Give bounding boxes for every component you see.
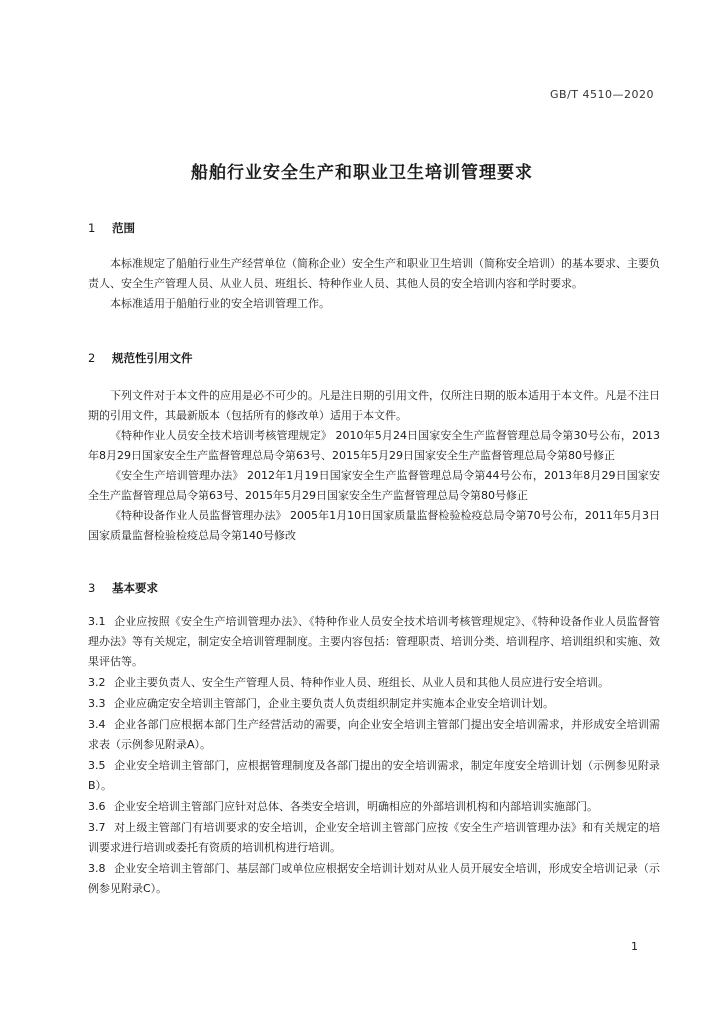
clause-text: 企业安全培训主管部门应针对总体、各类安全培训，明确相应的外部培训机构和内部培训实施部门。 (114, 800, 598, 813)
section-title: 范围 (112, 221, 136, 235)
clause-number: 3.5 (88, 759, 106, 772)
clause-number: 3.4 (88, 718, 106, 731)
clause-item (88, 859, 660, 899)
clause-number: 3.1 (88, 615, 106, 628)
clause-item (88, 715, 660, 755)
clause-item (88, 694, 660, 714)
section-title: 规范性引用文件 (112, 351, 193, 365)
clause-item (88, 797, 660, 817)
document-title: 船舶行业安全生产和职业卫生培训管理要求 (191, 163, 533, 183)
clause-text: 企业应按照《安全生产培训管理办法》、《特种作业人员安全技术培训考核管理规定》、《特种设备作业人员监督管理办法》等有关规定，制定安全培训管理制度。主要内容包括：管理职责、培训分类、培训程序、培训组织和实施、效果评估等。 (88, 615, 660, 668)
section-title: 基本要求 (112, 581, 159, 595)
section-number: 2 (88, 351, 96, 365)
section-body-basic-requirements (88, 612, 660, 900)
clause-text: 企业各部门应根据本部门生产经营活动的需要，向企业安全培训主管部门提出安全培训需求，并形成安全培训需求表（示例参见附录A）。 (88, 718, 660, 751)
section-number: 3 (88, 581, 96, 595)
paragraph: 本标准适用于船舶行业的安全培训管理工作。 (110, 297, 330, 310)
clause-text: 企业安全培训主管部门、基层部门或单位应根据安全培训计划对从业人员开展安全培训，形成安全培训记录（示例参见附录C）。 (88, 862, 660, 895)
clause-number: 3.7 (88, 821, 106, 834)
clause-text: 企业主要负责人、安全生产管理人员、特种作业人员、班组长、从业人员和其他人员应进行安全培训。 (114, 676, 609, 689)
clause-item (88, 818, 660, 858)
section-heading-references (88, 350, 193, 366)
reference-entry: 《特种设备作业人员监督管理办法》 2005年1月10日国家质量监督检验检疫总局令第70号公布，2011年5月3日国家质量监督检验检疫总局令第140号修改 (88, 509, 660, 542)
section-body-references (88, 386, 660, 546)
clause-number: 3.6 (88, 800, 106, 813)
section-body-scope (88, 254, 660, 314)
paragraph: 下列文件对于本文件的应用是必不可少的。凡是注日期的引用文件，仅所注日期的版本适用于本文件。凡是不注日期的引用文件，其最新版本（包括所有的修改单）适用于本文件。 (88, 389, 660, 422)
section-number: 1 (88, 221, 96, 235)
clause-text: 对上级主管部门有培训要求的安全培训，企业安全培训主管部门应按《安全生产培训管理办法》和有关规定的培训要求进行培训或委托有资质的培训机构进行培训。 (88, 821, 660, 854)
clause-item (88, 756, 660, 796)
section-heading-basic-requirements (88, 580, 158, 596)
page-number: 1 (631, 940, 638, 953)
clause-text: 企业应确定安全培训主管部门，企业主要负责人负责组织制定并实施本企业安全培训计划。 (114, 697, 554, 710)
clause-number: 3.8 (88, 862, 106, 875)
clause-item (88, 612, 660, 672)
paragraph: 本标准规定了船舶行业生产经营单位（简称企业）安全生产和职业卫生培训（简称安全培训）的基本要求、主要负责人、安全生产管理人员、从业人员、班组长、特种作业人员、其他人员的安全培训内容和学时要求。 (88, 257, 660, 290)
section-heading-scope (88, 220, 135, 236)
clause-number: 3.3 (88, 697, 106, 710)
reference-entry: 《安全生产培训管理办法》 2012年1月19日国家安全生产监督管理总局令第44号公布，2013年8月29日国家安全生产监督管理总局令第63号、2015年5月29日国家安全生产监督管理总局令第80号修正 (88, 469, 660, 502)
reference-entry: 《特种作业人员安全技术培训考核管理规定》 2010年5月24日国家安全生产监督管理总局令第30号公布，2013年8月29日国家安全生产监督管理总局令第63号、2015年5月29日国家安全生产监督管理总局令第80号修正 (88, 429, 660, 462)
clause-text: 企业安全培训主管部门，应根据管理制度及各部门提出的安全培训需求，制定年度安全培训计划（示例参见附录B）。 (88, 759, 660, 792)
clause-number: 3.2 (88, 676, 106, 689)
standard-code: GB/T 4510—2020 (550, 88, 654, 101)
clause-item (88, 673, 660, 693)
